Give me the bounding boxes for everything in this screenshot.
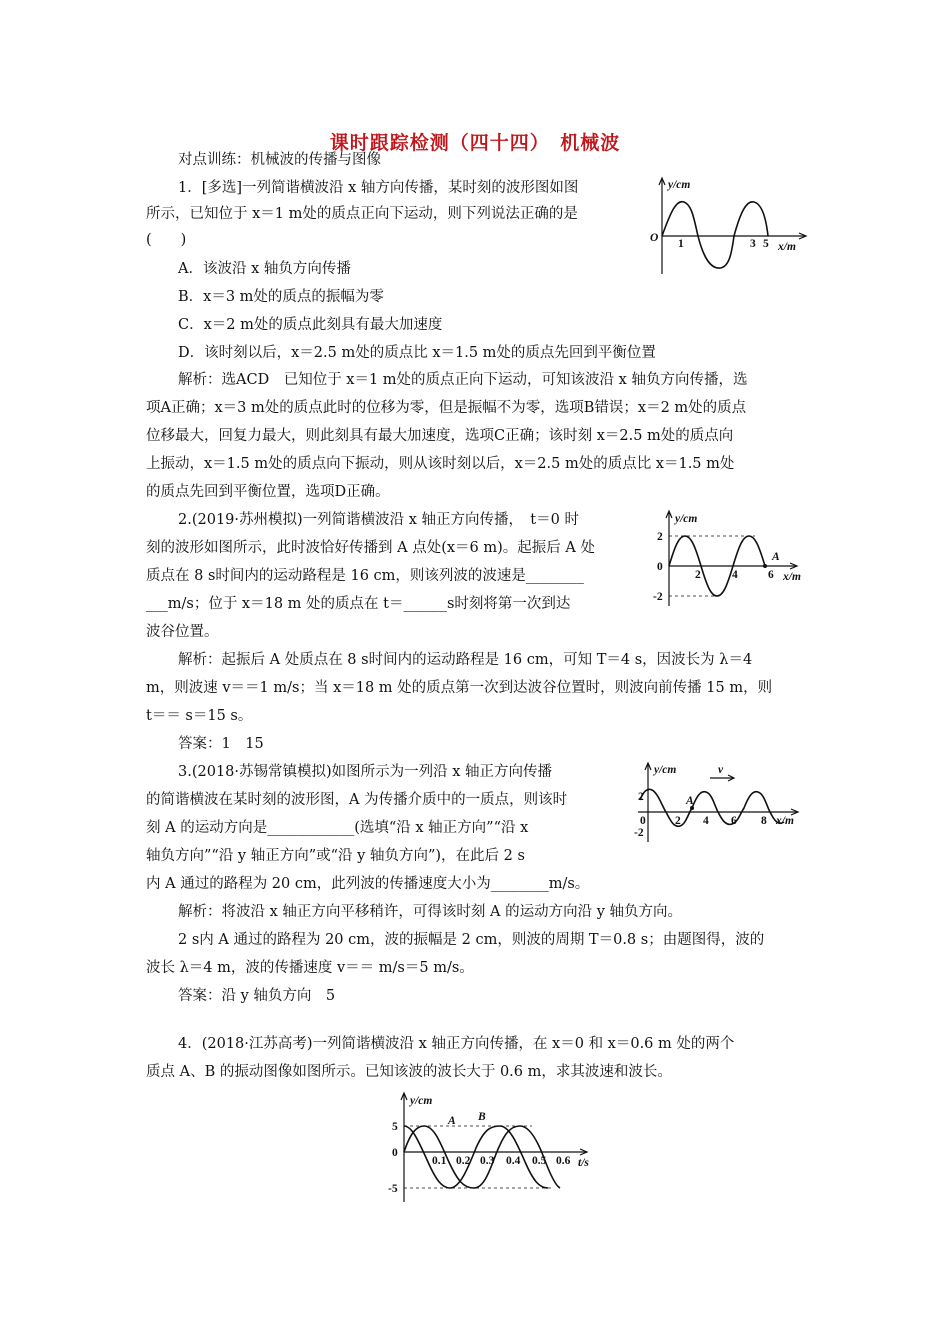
q3-x-tick-8: 8 (761, 815, 767, 827)
q4-y-tick-neg5: -5 (388, 1183, 398, 1195)
q3-line-2: 的简谐横波在某时刻的波形图，A 为传播介质中的一质点，则该时 (146, 792, 568, 808)
q2-line-2: 刻的波形如图所示，此时波恰好传播到 A 点处(x＝6 m)。起振后 A 处 (146, 540, 595, 556)
q4-line-1: 4．(2018·江苏高考)一列简谐横波沿 x 轴正方向传播，在 x＝0 和 x＝0.6 m 处的两个 (178, 1036, 735, 1052)
q2-x-tick-4: 4 (732, 569, 738, 581)
q1-analysis-5: 的质点先回到平衡位置，选项D正确。 (146, 484, 390, 500)
q3-line-3: 刻 A 的运动方向是____________(选填“沿 x 轴正方向”“沿 x (146, 820, 529, 836)
q4-y-tick-5: 5 (392, 1121, 398, 1133)
q1-wave-figure (648, 174, 818, 279)
q3-x-axis-label: x/m (776, 815, 794, 827)
q4-x-tick-0-3: 0.3 (480, 1155, 495, 1167)
q2-line-3: 质点在 8 s时间内的运动路程是 16 cm，则该列波的波速是________ (146, 568, 584, 584)
q1-line-2: 所示，已知位于 x＝1 m处的质点正向下运动，则下列说法正确的是 (146, 206, 578, 222)
q3-origin-label: 0 (640, 815, 646, 827)
q3-y-tick-neg2: -2 (634, 827, 644, 839)
q1-option-a: A．该波沿 x 轴负方向传播 (178, 261, 351, 277)
q2-analysis-2: m，则波速 v＝＝1 m/s；当 x＝18 m 处的质点第一次到达波谷位置时，则波向前传播 15 m，则 (146, 680, 773, 696)
q2-answer: 答案：1 15 (178, 736, 264, 752)
q3-wave-figure (630, 760, 810, 845)
q1-line-1: 1．[多选]一列简谐横波沿 x 轴方向传播，某时刻的波形图如图 (178, 180, 579, 196)
q4-curve-b-label: B (478, 1111, 486, 1123)
q2-y-axis-label: y/cm (675, 513, 698, 525)
q2-point-a-label: A (772, 551, 780, 563)
q1-x-tick-1: 1 (678, 238, 684, 250)
q4-x-tick-0-4: 0.4 (506, 1155, 521, 1167)
q1-option-d: D．该时刻以后，x＝2.5 m处的质点比 x＝1.5 m处的质点先回到平衡位置 (178, 345, 656, 361)
q2-wave-figure (645, 508, 815, 608)
q4-x-tick-0-6: 0.6 (556, 1155, 571, 1167)
q1-option-b: B．x＝3 m处的质点的振幅为零 (178, 289, 384, 305)
q2-line-5: 波谷位置。 (146, 624, 219, 640)
page-title: 课时跟踪检测（四十四） 机械波 (329, 132, 621, 154)
q3-answer: 答案：沿 y 轴负方向 5 (178, 988, 336, 1004)
q2-x-tick-2: 2 (695, 569, 701, 581)
q3-analysis-1: 解析：将波沿 x 轴正方向平移稍许，可得该时刻 A 的运动方向沿 y 轴负方向。 (178, 904, 682, 920)
q1-option-c: C．x＝2 m处的质点此刻具有最大加速度 (178, 317, 443, 333)
q4-y-axis-label: y/cm (410, 1095, 433, 1107)
q2-x-tick-6: 6 (768, 569, 774, 581)
q3-analysis-2: 2 s内 A 通过的路程为 20 cm，波的振幅是 2 cm，则波的周期 T＝0.8 s；由题图得，波的 (178, 932, 765, 948)
q1-x-tick-5: 5 (763, 238, 769, 250)
q4-curve-a-label: A (448, 1115, 456, 1127)
q1-line-3: ( ) (146, 232, 187, 248)
q2-analysis-1: 解析：起振后 A 处质点在 8 s时间内的运动路程是 16 cm，可知 T＝4 s，因波长为 λ＝4 (178, 652, 753, 668)
q1-analysis-1: 解析：选ACD 已知位于 x＝1 m处的质点正向下运动，可知该波沿 x 轴负方向传播，选 (178, 372, 748, 388)
q3-velocity-label: v (718, 764, 724, 776)
q4-line-2: 质点 A、B 的振动图像如图所示。已知该波的波长大于 0.6 m，求其波速和波长。 (146, 1064, 672, 1080)
q4-x-tick-0-5: 0.5 (532, 1155, 547, 1167)
q4-vibration-figure (382, 1090, 612, 1205)
q2-y-tick-2: 2 (657, 531, 663, 543)
q1-x-axis-label: x/m (778, 241, 796, 253)
q1-y-axis-label: y/cm (668, 179, 691, 191)
q2-x-axis-label: x/m (783, 571, 801, 583)
q4-origin-label: 0 (392, 1147, 398, 1159)
q3-line-4: 轴负方向”“沿 y 轴正方向”或“沿 y 轴负方向”)，在此后 2 s (146, 848, 525, 864)
q1-x-tick-3: 3 (750, 238, 756, 250)
q1-analysis-4: 上振动，x＝1.5 m处的质点向下振动，则从该时刻以后，x＝2.5 m处的质点比 x＝1.5 m处 (146, 456, 735, 472)
section-heading: 对点训练：机械波的传播与图像 (178, 152, 381, 168)
q3-x-tick-6: 6 (731, 815, 737, 827)
q1-origin-label: O (650, 232, 659, 244)
q3-y-tick-2: 2 (638, 791, 644, 803)
q2-analysis-3: t＝＝ s＝15 s。 (146, 708, 253, 724)
q3-y-axis-label: y/cm (654, 764, 677, 776)
q3-analysis-3: 波长 λ＝4 m，波的传播速度 v＝＝ m/s＝5 m/s。 (146, 960, 474, 976)
q1-analysis-2: 项A正确；x＝3 m处的质点此时的位移为零，但是振幅不为零，选项B错误；x＝2 m处的质点 (146, 400, 747, 416)
q4-x-axis-label: t/s (578, 1157, 589, 1169)
q2-line-1: 2.(2019·苏州模拟)一列简谐横波沿 x 轴正方向传播， t＝0 时 (178, 512, 579, 528)
q2-line-4: ___m/s；位于 x＝18 m 处的质点在 t＝______s时刻将第一次到达 (146, 596, 571, 612)
q4-x-tick-0-2: 0.2 (456, 1155, 471, 1167)
q3-x-tick-4: 4 (703, 815, 709, 827)
q4-x-tick-0-1: 0.1 (432, 1155, 447, 1167)
q3-x-tick-2: 2 (675, 815, 681, 827)
q2-origin-label: 0 (657, 561, 663, 573)
q1-analysis-3: 位移最大，回复力最大，则此刻具有最大加速度，选项C正确；该时刻 x＝2.5 m处的质点向 (146, 428, 734, 444)
q3-point-a-label: A (686, 795, 694, 807)
q3-line-5: 内 A 通过的路程为 20 cm，此列波的传播速度大小为________m/s。 (146, 876, 590, 892)
q2-y-tick-neg2: -2 (653, 591, 663, 603)
q3-line-1: 3.(2018·苏锡常镇模拟)如图所示为一列沿 x 轴正方向传播 (178, 764, 553, 780)
